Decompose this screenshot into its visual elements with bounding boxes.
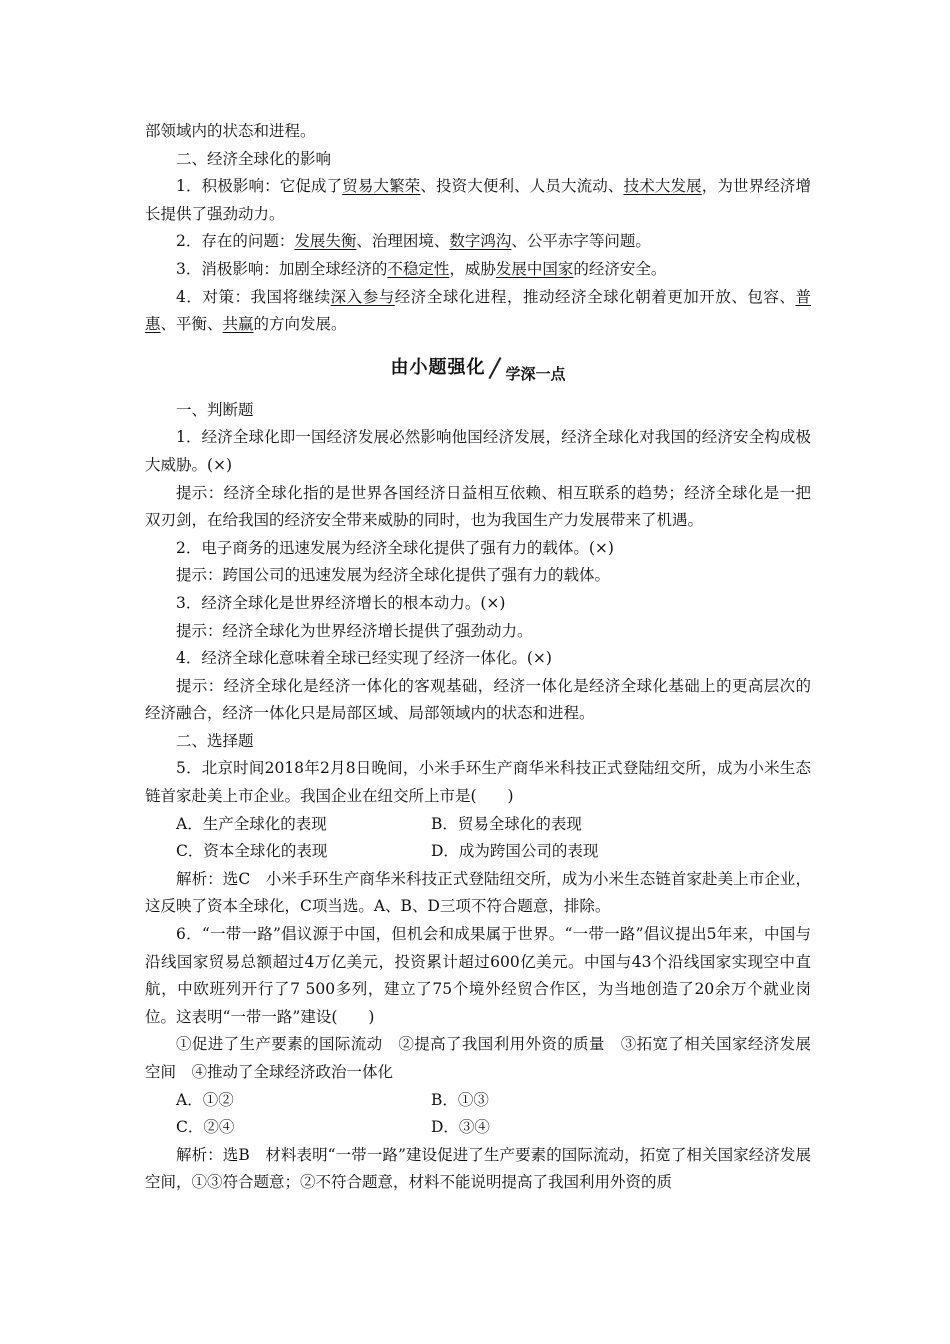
underlined-term: 技术大发展: [623, 177, 702, 196]
hint: 提示：跨国公司的迅速发展为经济全球化提供了强有力的载体。: [176, 566, 611, 585]
answer-explanation: 解析：选C 小米手环生产商华米科技正式登陆纽交所，成为小米生态链首家赴美上市企业，这反映了资本全球化，C项当选。A、B、D三项不符合题意，排除。: [145, 869, 811, 916]
question: 2．电子商务的迅速发展为经济全球化提供了强有力的载体。(×): [176, 538, 614, 557]
text-line: 部领域内的状态和进程。: [145, 122, 316, 140]
question: 6．“一带一路”倡议源于中国，但机会和成果属于世界。“一带一路”倡议提出5年来，中国与沿线国家贸易总额超过4万亿美元，投资累计超过600亿美元。中国与43个沿线国家实现空中直航，中欧班列开行了7 500多列，建立了75个境外经贸合作区，为当地创造了20余万个就业岗位。这表明“一带一路”建设( ): [145, 925, 811, 1026]
hint: 提示：经济全球化是经济一体化的客观基础，经济一体化是经济全球化基础上的更高层次的经济融合，经济一体化只是局部区域、局部领域内的状态和进程。: [145, 676, 811, 723]
paragraph: 2．存在的问题：发展失衡、治理困境、数字鸿沟、公平赤字等问题。: [176, 232, 651, 251]
statement-list: ①促进了生产要素的国际流动 ②提高了我国利用外资的质量 ③拓宽了相关国家经济发展空间 ④推动了全球经济政治一体化: [145, 1035, 811, 1081]
document-page: [145, 118, 811, 1197]
hint: 提示：经济全球化指的是世界各国经济日益相互依赖、相互联系的趋势；经济全球化是一把双刃剑，在给我国的经济安全带来威胁的同时，也为我国生产力发展带来了机遇。: [145, 483, 811, 530]
section-banner: [145, 339, 811, 397]
paragraph: 3．消极影响：加剧全球经济的不稳定性，威胁发展中国家的经济安全。: [176, 259, 667, 278]
banner-subtitle: 学深一点: [505, 364, 566, 383]
option: C．②④: [176, 1118, 235, 1137]
underlined-term: 数字鸿沟: [449, 232, 512, 251]
underlined-term: 不稳定性: [387, 259, 450, 278]
option-row: [145, 1114, 811, 1142]
question: 5．北京时间2018年2月8日晚间，小米手环生产商华米科技正式登陆纽交所，成为小米生态链首家赴美上市企业。我国企业在纽交所上市是( ): [145, 759, 811, 806]
option-row: [145, 1087, 811, 1115]
option: B．①③: [431, 1090, 489, 1109]
banner-title: 由小题强化: [390, 356, 486, 378]
section-heading: 二、选择题: [176, 731, 254, 750]
hint: 提示：经济全球化为世界经济增长提供了强劲动力。: [176, 621, 533, 640]
section-heading: 一、判断题: [176, 400, 254, 419]
underlined-term: 发展中国家: [495, 259, 574, 278]
underlined-term: 普惠: [145, 287, 811, 334]
underlined-term: 共赢: [222, 315, 254, 334]
option-row: [145, 811, 811, 839]
question: 4．经济全球化意味着全球已经实现了经济一体化。(×): [176, 649, 552, 668]
option: C．资本全球化的表现: [176, 842, 328, 861]
option: A．生产全球化的表现: [176, 814, 327, 833]
paragraph: 1．积极影响：它促成了贸易大繁荣、投资大便利、人员大流动、技术大发展，为世界经济增长提供了强劲动力。: [145, 177, 811, 223]
option: B．贸易全球化的表现: [431, 814, 582, 833]
answer-explanation: 解析：选B 材料表明“一带一路”建设促进了生产要素的国际流动，拓宽了相关国家经济发展空间，①③符合题意；②不符合题意，材料不能说明提高了我国利用外资的质: [145, 1145, 811, 1192]
option: D．成为跨国公司的表现: [431, 842, 599, 861]
underlined-term: 发展失衡: [294, 232, 357, 251]
banner-divider: [487, 358, 503, 378]
section-heading: 二、经济全球化的影响: [176, 149, 332, 168]
underlined-term: 贸易大繁荣: [342, 177, 421, 196]
underlined-term: 深入参与: [330, 287, 395, 306]
paragraph: 4．对策：我国将继续深入参与经济全球化进程，推动经济全球化朝着更加开放、包容、普惠、平衡、共赢的方向发展。: [145, 287, 811, 334]
question: 3．经济全球化是世界经济增长的根本动力。(×): [176, 593, 506, 612]
option-row: [145, 838, 811, 866]
option: D．③④: [431, 1118, 490, 1137]
question: 1．经济全球化即一国经济发展必然影响他国经济发展，经济全球化对我国的经济安全构成极大威胁。(×): [145, 428, 811, 474]
option: A．①②: [176, 1090, 234, 1109]
